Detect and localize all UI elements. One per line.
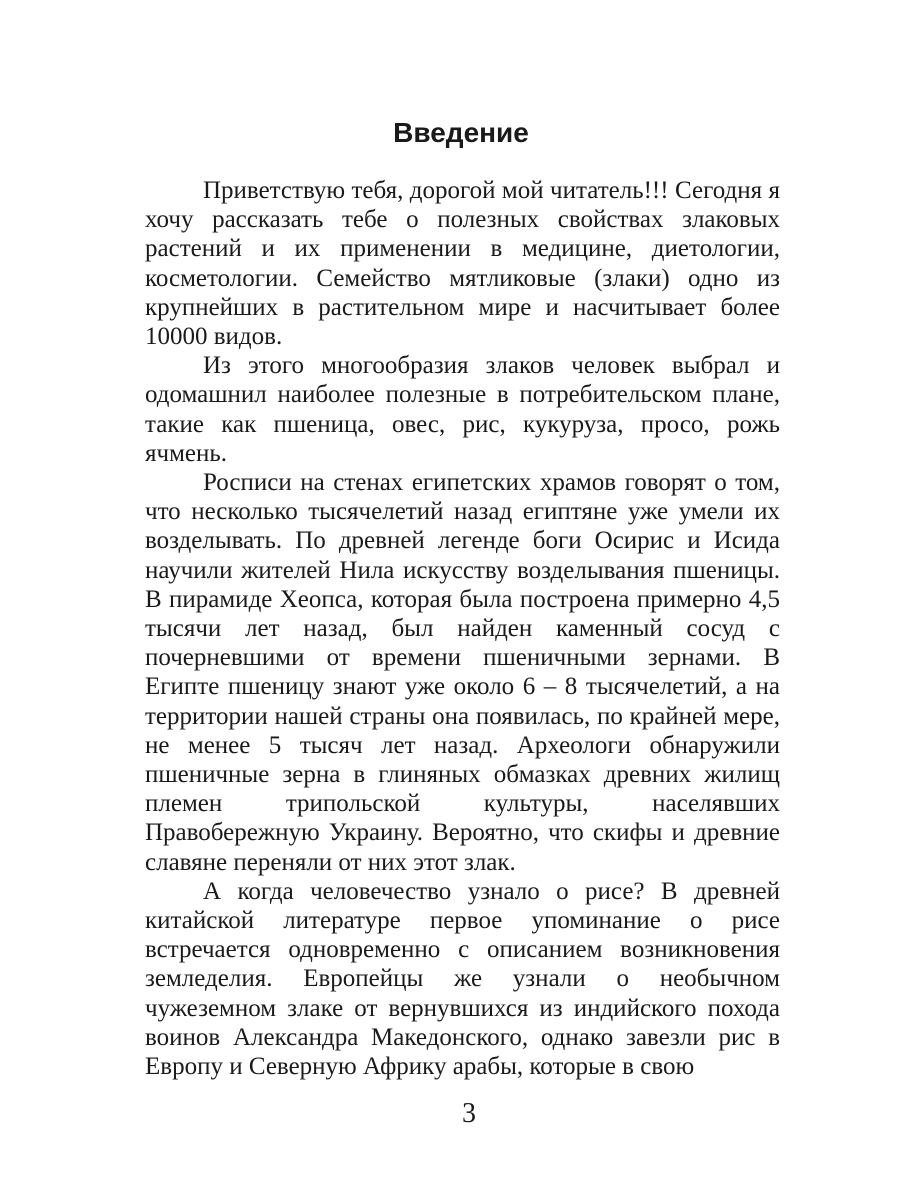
chapter-title: Введение (393, 117, 529, 148)
page-number: 3 (462, 1098, 476, 1129)
paragraph: Росписи на стенах египетских храмов говорят о том, что несколько тысячелетий назад египтяне уже умели их возделывать. По древней легенде боги Осирис и Исида научили жителей Нила искусству возделывания пшеницы. В пирамиде Хеопса, которая была построена примерно 4,5 тысячи лет назад, был найден каменный сосуд с почерневшими от времени пшеничными зернами. В Египте пшеницу знают уже около 6 – 8 тысячелетий, а на территории нашей страны она появилась, по крайней мере, не менее 5 тысяч лет назад. Археологи обнаружили пшеничные зерна в глиняных обмазках древних жилищ племен трипольской культуры, населявших Правобережную Украину. Вероятно, что скифы и древние славяне переняли от них этот злак. (145, 469, 780, 876)
body-text (145, 176, 780, 1081)
paragraph: А когда человечество узнало о рисе? В древней китайской литературе первое упоминание о рисе встречается одновременно с описанием возникновения земледелия. Европейцы же узнали о необычном чужеземном злаке от вернувшихся из индийского похода воинов Александра Македонского, однако завезли рис в Европу и Северную Африку арабы, которые в свою (145, 877, 780, 1081)
paragraph: Приветствую тебя, дорогой мой читатель!!! Сегодня я хочу рассказать тебе о полезных свойствах злаковых растений и их применении в медицине, диетологии, косметологии. Семейство мятликовые (злаки) одно из крупнейших в растительном мире и насчитывает более 10000 видов. (145, 177, 780, 351)
paragraph: Из этого многообразия злаков человек выбрал и одомашнил наиболее полезные в потребительском плане, такие как пшеница, овес, рис, кукуруза, просо, рожь ячмень. (145, 352, 780, 467)
